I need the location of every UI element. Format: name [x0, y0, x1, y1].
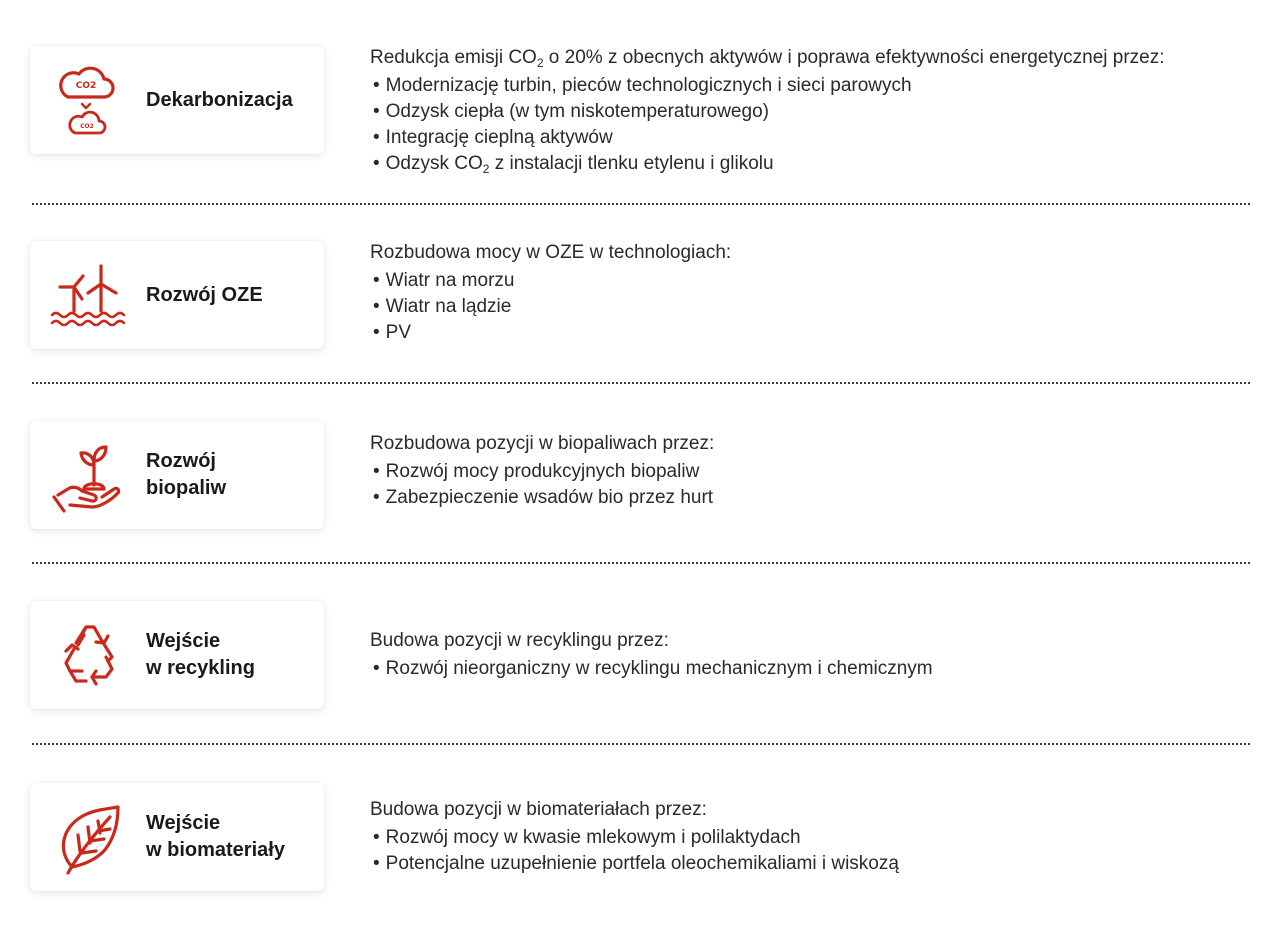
svg-text:CO2: CO2	[80, 123, 94, 130]
description-lead	[370, 45, 1165, 71]
row-divider	[32, 743, 1250, 745]
bullet-item: • Wiatr na lądzie	[370, 294, 731, 320]
description-lead: Budowa pozycji w recyklingu przez:	[370, 630, 669, 651]
bullet-item: • PV	[370, 320, 731, 346]
svg-text:CO2: CO2	[75, 81, 97, 91]
row-divider	[32, 382, 1250, 384]
title-line: w recykling	[146, 657, 255, 679]
subscript: 2	[536, 56, 544, 70]
lead-text: o 20% z obecnych aktywów i poprawa efektywności energetycznej przez:	[543, 47, 1165, 68]
row-description	[370, 797, 899, 877]
bullet-list	[370, 825, 899, 877]
description-lead: Budowa pozycji w biomateriałach przez:	[370, 799, 707, 820]
row-title	[146, 601, 255, 709]
bullet-item: • Modernizację turbin, pieców technologicznych i sieci parowych	[370, 73, 1165, 99]
row-description	[370, 431, 714, 511]
card-wejscie-w-recykling	[30, 601, 324, 709]
bullet-item	[370, 151, 1165, 177]
bullet-item: • Rozwój mocy w kwasie mlekowym i polilaktydach	[370, 825, 899, 851]
bullet-text: z instalacji tlenku etylenu i glikolu	[489, 153, 774, 174]
row-title	[146, 241, 263, 349]
row-description	[370, 628, 933, 682]
title-line: w biomateriały	[146, 839, 285, 861]
row-divider	[32, 562, 1250, 564]
bullet-item: • Rozwój mocy produkcyjnych biopaliw	[370, 459, 714, 485]
bullet-list	[370, 268, 731, 346]
card-wejscie-w-biomaterialy	[30, 783, 324, 891]
lead-text: Redukcja emisji CO	[370, 47, 537, 68]
co2-cloud-reduction-icon	[48, 60, 128, 140]
leaf-icon	[48, 797, 128, 877]
card-rozwoj-biopaliw	[30, 421, 324, 529]
description-lead: Rozbudowa mocy w OZE w technologiach:	[370, 242, 732, 263]
subscript: 2	[482, 162, 490, 176]
row-title	[146, 421, 226, 529]
row-description	[370, 45, 1165, 177]
bullet-item: • Wiatr na morzu	[370, 268, 731, 294]
row-divider	[32, 203, 1250, 205]
bullet-item: • Odzysk ciepła (w tym niskotemperaturowego)	[370, 99, 1165, 125]
title-line: Wejście	[146, 812, 221, 834]
row-title	[146, 783, 285, 891]
bullet-list	[370, 459, 714, 511]
recycle-icon	[48, 615, 128, 695]
plant-in-hand-icon	[48, 435, 128, 515]
title-line: Wejście	[146, 630, 221, 652]
bullet-text: Odzysk CO	[385, 153, 483, 174]
bullet-item: • Zabezpieczenie wsadów bio przez hurt	[370, 485, 714, 511]
description-lead: Rozbudowa pozycji w biopaliwach przez:	[370, 433, 715, 454]
bullet-item: • Rozwój nieorganiczny w recyklingu mechanicznym i chemicznym	[370, 656, 933, 682]
card-dekarbonizacja	[30, 46, 324, 154]
bullet-list	[370, 656, 933, 682]
row-title	[146, 46, 293, 154]
bullet-list	[370, 73, 1165, 177]
wind-turbines-offshore-icon	[48, 255, 128, 335]
row-description	[370, 240, 731, 346]
card-rozwoj-oze	[30, 241, 324, 349]
bullet-item: • Integrację cieplną aktywów	[370, 125, 1165, 151]
title-line: biopaliw	[146, 477, 226, 499]
title-line: Rozwój OZE	[146, 283, 263, 306]
bullet-item: • Potencjalne uzupełnienie portfela oleochemikaliami i wiskozą	[370, 851, 899, 877]
title-line: Rozwój	[146, 450, 216, 472]
title-line: Dekarbonizacja	[146, 88, 293, 111]
